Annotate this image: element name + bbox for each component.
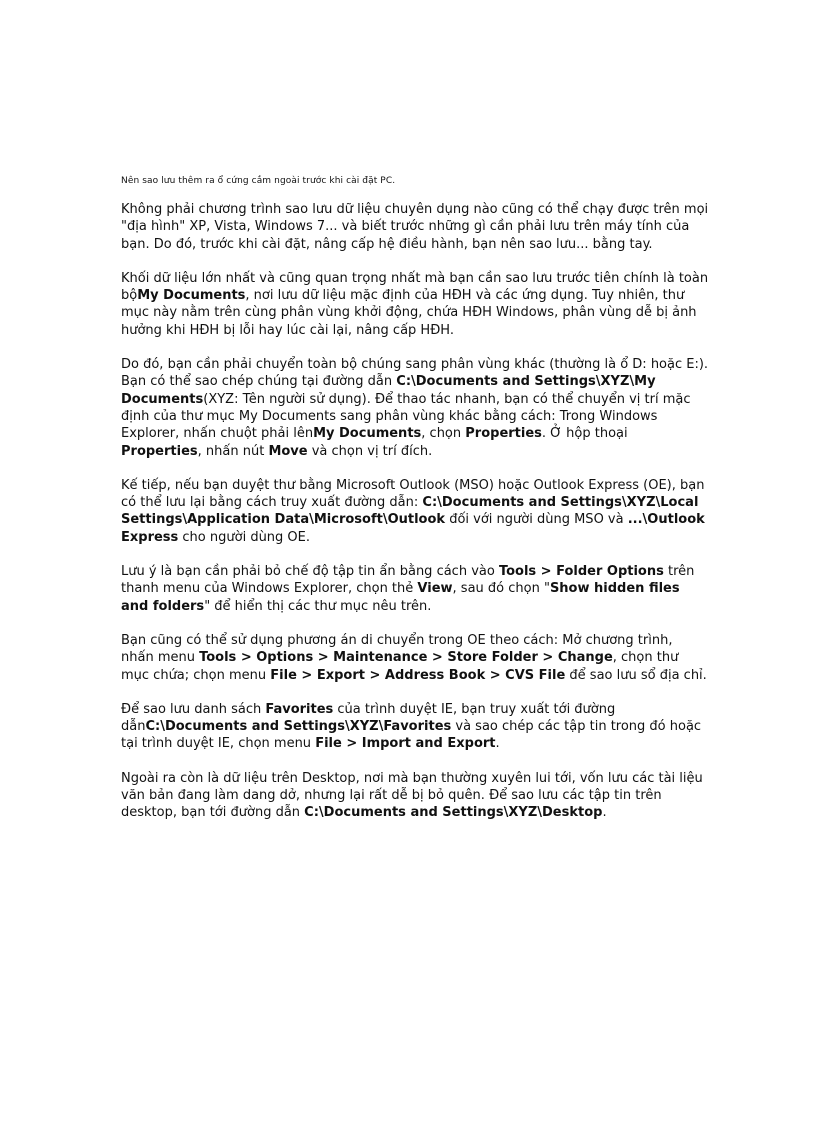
bold-text: Favorites xyxy=(265,701,334,717)
bold-text: C:\Documents and Settings\XYZ\Local Settings\Application Data\Microsoft\Outlook xyxy=(121,495,699,528)
text-run: , nơi lưu dữ liệu mặc định của HĐH và các ứng dụng. Tuy nhiên, thư mục này nằm trên cùng phân vùng khởi động, chứa HĐH Windows, phân vùng dễ bị ảnh hưởng khi HĐH bị lỗi hay lúc cài lại, nâng cấp HĐH. xyxy=(121,288,697,338)
paragraph-5 xyxy=(121,563,709,615)
bold-text: File > Export > Address Book > CVS File xyxy=(270,667,566,683)
bold-text: My Documents xyxy=(313,426,422,442)
text-run: trên thanh menu của Windows Explorer, chọn thẻ xyxy=(121,564,695,597)
text-run: của trình duyệt IE, bạn truy xuất tới đường dẫn xyxy=(121,701,616,735)
paragraph-7 xyxy=(121,701,709,753)
text-run: . xyxy=(602,805,607,821)
bold-text: C:\Documents and Settings\XYZ\My Documents xyxy=(121,374,656,407)
bold-text: Properties xyxy=(121,443,198,459)
text-run: , nhấn nút xyxy=(197,443,269,459)
paragraph-2 xyxy=(121,270,709,339)
bold-text: C:\Documents and Settings\XYZ\Favorites xyxy=(145,719,452,735)
bold-text: Tools > Folder Options xyxy=(498,564,664,580)
text-run: " để hiển thị các thư mục nêu trên. xyxy=(204,598,432,614)
text-run: (XYZ: Tên người sử dụng). Để thao tác nhanh, bạn có thể chuyển vị trí mặc định của thư mục My Documents sang phân vùng khác bằng cách: Trong Windows Explorer, nhấn chuột phải lên xyxy=(121,391,691,442)
text-run: Kế tiếp, nếu bạn duyệt thư bằng Microsoft Outlook (MSO) hoặc Outlook Express (OE), bạn có thể lưu lại bằng cách truy xuất đường dẫn: xyxy=(121,477,705,511)
text-run: , sau đó chọn " xyxy=(452,581,550,597)
paragraph-8 xyxy=(121,770,709,822)
paragraph-3 xyxy=(121,356,709,460)
text-run: Để sao lưu danh sách xyxy=(121,701,266,717)
text-run: , chọn xyxy=(421,426,466,442)
article-body xyxy=(121,201,709,839)
text-run: và sao chép các tập tin trong đó hoặc tại trình duyệt IE, chọn menu xyxy=(121,719,702,752)
bold-text: View xyxy=(417,581,453,597)
text-run: . Ở hộp thoại xyxy=(541,426,628,442)
text-run: để sao lưu sổ địa chỉ. xyxy=(565,667,707,683)
text-run: đối với người dùng MSO và xyxy=(445,512,628,528)
bold-text: C:\Documents and Settings\XYZ\Desktop xyxy=(304,805,603,821)
text-run: cho người dùng OE. xyxy=(178,529,311,545)
text-run: Ngoài ra còn là dữ liệu trên Desktop, nơi mà bạn thường xuyên lui tới, vốn lưu các tài liệu văn bản đang làm dang dở, nhưng lại rất dễ bị bỏ quên. Để sao lưu các tập tin trên desktop, bạn tới đường dẫn xyxy=(121,770,703,821)
text-run: Bạn cũng có thể sử dụng phương án di chuyển trong OE theo cách: Mở chương trình, nhấn menu xyxy=(121,632,673,666)
text-run: Không phải chương trình sao lưu dữ liệu chuyên dụng nào cũng có thể chạy được trên mọi "địa hình" XP, Vista, Windows 7... và biết trước những gì cần phải lưu trên máy tính của bạn. Do đó, trước khi cài đặt, nâng cấp hệ điều hành, bạn nên sao lưu... bằng tay. xyxy=(121,202,709,252)
text-run: , chọn thư mục chứa; chọn menu xyxy=(121,650,679,683)
paragraph-6 xyxy=(121,632,709,684)
paragraph-4 xyxy=(121,477,709,546)
image-caption: Nên sao lưu thêm ra ổ cứng cắm ngoài trước khi cài đặt PC. xyxy=(121,176,396,186)
bold-text: Tools > Options > Maintenance > Store Folder > Change xyxy=(199,650,613,666)
text-run: và chọn vị trí đích. xyxy=(307,443,433,459)
bold-text: My Documents xyxy=(137,288,246,304)
text-run: Lưu ý là bạn cần phải bỏ chế độ tập tin ẩn bằng cách vào xyxy=(121,564,499,580)
text-run: . xyxy=(495,736,500,752)
bold-text: File > Import and Export xyxy=(315,736,496,752)
text-run: Do đó, bạn cần phải chuyển toàn bộ chúng sang phân vùng khác (thường là ổ D: hoặc E:). Bạn có thể sao chép chúng tại đường dẫn xyxy=(121,357,709,390)
bold-text: Move xyxy=(268,443,308,459)
paragraph-1 xyxy=(121,201,709,253)
bold-text: Show hidden files and folders xyxy=(121,581,680,614)
text-run: Khối dữ liệu lớn nhất và cũng quan trọng nhất mà bạn cần sao lưu trước tiên chính là toàn bộ xyxy=(121,270,709,304)
bold-text: ...\Outlook Express xyxy=(121,512,705,545)
bold-text: Properties xyxy=(465,426,542,442)
